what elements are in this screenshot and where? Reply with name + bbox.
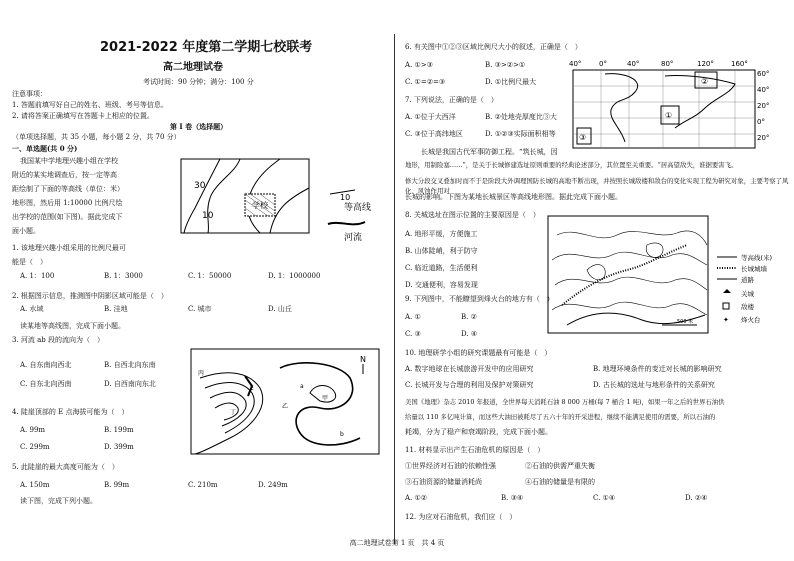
map-label: 10 [340,193,351,202]
lon-label: 80° [661,60,674,68]
lat-label: 20° [757,102,770,110]
q5-option-b: B. 99m [104,481,130,489]
question-stem: 10. 地理研学小组的研究课题最有可能是（ ） [405,349,552,357]
lat-label: 60° [757,70,770,78]
map-label: 丙 [198,370,205,377]
q4-option-a: A. 99m [20,426,46,434]
lon-label: 0° [599,60,607,68]
question-stem: 7. 下列说法，正确的是（ ） [405,96,498,104]
q2-option-b: B. 洼地 [104,305,128,313]
q2-option-a: A. 水域 [20,305,44,313]
q3-option-d: D. 自西南向东北 [104,380,156,388]
lon-label: 40° [627,60,640,68]
lat-label: 20° [757,134,770,142]
q5-option-c: C. 210m [188,481,218,489]
q4-option-d: D. 399m [104,443,134,451]
q6-option-a: A. ①>③ [405,61,433,69]
great-wall-map [547,215,789,335]
map-label: 甲 [322,395,329,402]
legend-river-sample [328,222,365,224]
q6-option-c: C. ①=②=③ [405,78,446,86]
passage-line: 附近的某实地调查后，按一定等高 [12,171,117,179]
north-label: N [360,355,366,364]
q9-option-c: C. ③ [405,330,421,338]
map-label: a [300,383,304,390]
lead-text: 读下图，完成下列小题。 [20,497,97,505]
q6-option-b: B. ③>②>① [485,61,526,69]
lon-label: 40° [569,60,582,68]
passage-line: 距绘制了下面的等高线（单位：米） [12,185,124,193]
q10-option-c: C. 长城开发与合理的利用及保护对策研究 [405,381,534,389]
map-label: 丁 [230,409,237,416]
legend-river-label: 河流 [344,233,363,243]
note-item: 2. 请将答案正确填写在答题卡上相应的位置。 [12,112,154,120]
legend-label: 敌楼 [741,303,754,311]
lon-label: 120° [697,60,714,68]
q8-option-c: C. 临近道路，生活便利 [405,264,478,272]
passage-line: 长城是我国古代军事防御工程。“筑长城，因 [421,148,558,156]
q9-option-d: D. ④ [461,330,478,338]
lead-text: 读某地等高线图，完成下面小题。 [20,322,125,330]
legend-contour-label: 等高线 [344,203,372,213]
legend-label: 长城城墙 [741,265,767,273]
legend-label: 关城 [741,290,754,298]
passage-line: 地形，用制险塞……”，是关于长城修建选址原则重要的经典论述部分，其位置至关重要。“居高望敌失，谁据要害飞。 [405,161,738,169]
map-label: E [250,385,254,392]
legend-tower-symbol [723,303,729,309]
question-stem: 8. 关城选址在图示位置的主要原因是（ ） [405,211,540,219]
q11-option-a: A. ①② [405,494,428,502]
legend-label: 烽火台 [741,316,761,324]
map-label: b [340,431,344,438]
legend-pass-symbol [723,289,731,293]
q8-option-d: D. 交通便利，容易发现 [405,281,478,289]
region-label: ② [701,77,709,86]
legend-beacon-symbol: ✦ [723,316,729,324]
q11-item: ②石油的供需严重失衡 [525,462,595,470]
q3-option-a: A. 自东南向西北 [20,361,72,369]
q9-option-b: B. ② [461,313,477,321]
q10-option-b: B. 地理环境条件的变迁对长城的影响研究 [593,365,722,373]
q1-option-b: B. 1：3000 [104,272,143,280]
question-stem: 4. 陡崖顶部的 E 点海拔可能为（ ） [12,408,129,416]
q10-option-a: A. 数字地球在长城旅游开发中的应用研究 [405,365,534,373]
exam-title: 2021-2022 年度第二学期七校联考 [100,40,313,55]
passage-line: 耗竭，分为了稳产和衰竭阶段，完成下面小题。 [405,428,552,436]
lat-label: 40° [757,86,770,94]
legend-label: 等高线(米) [741,254,773,262]
page-footer: 高二地理试卷第 1 页 共 4 页 [349,539,445,547]
contour-map-cliff [190,348,380,456]
passage-line: 长城的影响。下图为某地长城景区等高线地形图。据此完成下面小题。 [405,193,622,201]
passage-line: 我国某中学地理兴趣小组在学校 [20,157,118,165]
q11-option-d: D. ②④ [685,494,708,502]
question-stem: 2. 根据图示信息，推测图中阴影区域可能是（ ） [12,292,168,300]
question-stem: 9. 下列图中，不能瞭望到烽火台的地方有（ ） [405,295,554,303]
q9-option-a: A. ① [405,313,421,321]
q11-item: ③石油资源的储量消耗尚 [405,478,482,486]
q10-option-d: D. 古长城的选址与地形条件的关系研究 [593,381,715,389]
map-label: 30 [194,181,206,191]
q8-option-a: A. 地形平缓，方便施工 [405,230,478,238]
passage-line: 出学校的范围(如下图)。据此完成下 [12,213,123,221]
question-stem: 5. 此陡崖的最大高度可能为（ ） [12,463,119,471]
q8-option-b: B. 山体陡峭，利于防守 [405,247,478,255]
region-label: ① [665,111,673,120]
column-divider [394,34,395,544]
q11-option-b: B. ③④ [501,494,524,502]
notes-heading: 注意事项： [12,90,47,98]
q3-option-b: B. 自西北向东南 [104,361,156,369]
contour-map-school [180,158,380,250]
region-label: ③ [579,133,587,142]
note-item: 1. 答题前填写好自己的姓名、班级、考号等信息。 [12,101,168,109]
world-grid-map [565,58,787,150]
q2-option-c: C. 城市 [188,305,212,313]
question-stem: 能是（ ） [12,258,47,266]
question-stem: 12. 为应对石油危机，我们应（ ） [405,513,517,521]
q11-item: ①世界经济对石油的依赖性强 [405,462,496,470]
passage-line: 修大分段交叉叠加时而不于是阶段大外调理国防长城的高地不断出现，并按照长城敌楼和敌台的变化实现工程为研究对象，主要考察了风化、风蚀作用对 [405,177,789,195]
passage-line: 面小题。 [12,227,40,235]
scale-label: 500 米 [677,319,694,325]
q7-option-b: B. ②处地壳厚度比③大 [485,113,557,121]
q7-option-d: D. ①②③实际面积相等 [485,130,556,138]
lon-label: 160° [731,60,748,68]
question-stem: 11. 材料显示出产生石油危机的原因是（ ） [405,446,545,454]
section-heading: 一、单选题(共 0 分) [12,144,78,153]
exam-subtitle: 高二地理试卷 [163,62,223,73]
q1-option-c: C. 1：50000 [188,272,232,280]
q7-option-c: C. ③位于高纬地区 [405,130,463,138]
q6-option-d: D. ①比例尺最大 [485,78,537,86]
question-stem: 6. 有关图中①②③区域比例尺大小的叙述，正确是（ ） [405,43,582,51]
map-label: 乙 [282,403,289,410]
q11-option-c: C. ①④ [593,494,616,502]
q3-option-c: C. 自东北向西南 [20,380,72,388]
legend-label: 道路 [741,276,754,284]
q1-option-d: D. 1：1000000 [268,272,321,280]
exam-info: 考试时间：90 分钟；满分：100 分 [143,78,254,86]
map-label: 学校 [252,201,268,210]
question-stem: 3. 河流 ab 段的流向为（ ） [12,336,105,344]
question-stem: 1. 该地理兴趣小组采用的比例尺最可 [12,244,126,252]
q7-option-a: A. ①位于大西洋 [405,113,456,121]
q1-option-a: A. 1：100 [20,272,55,280]
part1-heading: 第 I 卷（选择题） [170,122,228,131]
map-frame [191,349,379,454]
q4-option-b: B. 199m [104,426,134,434]
passage-line: 美国《地理》杂志 2010 年报道，全世界每天消耗石油 8 000 万桶(每 7 桶合 1 吨)，如果一年之后的世界石油供 [405,398,725,406]
map-label: 10 [202,211,214,221]
q5-option-a: A. 150m [20,481,50,489]
q2-option-d: D. 山丘 [268,305,292,313]
passage-line: 给量以 110 多亿吨计算，而这些大油田被耗尽了五六十年的开采进程，继续不能满足使用的需要，所以石油的 [405,413,716,421]
lat-label: 0° [757,118,765,126]
part1-intro: （单项选择题，共 35 小题，每小题 2 分，共 70 分） [12,133,181,141]
q5-option-d: D. 249m [258,481,288,489]
q4-option-c: C. 299m [20,443,50,451]
q11-item: ④石油的储量是有限的 [525,478,595,486]
passage-line: 地形图，然后用 1:10000 比例尺绘 [12,199,123,207]
